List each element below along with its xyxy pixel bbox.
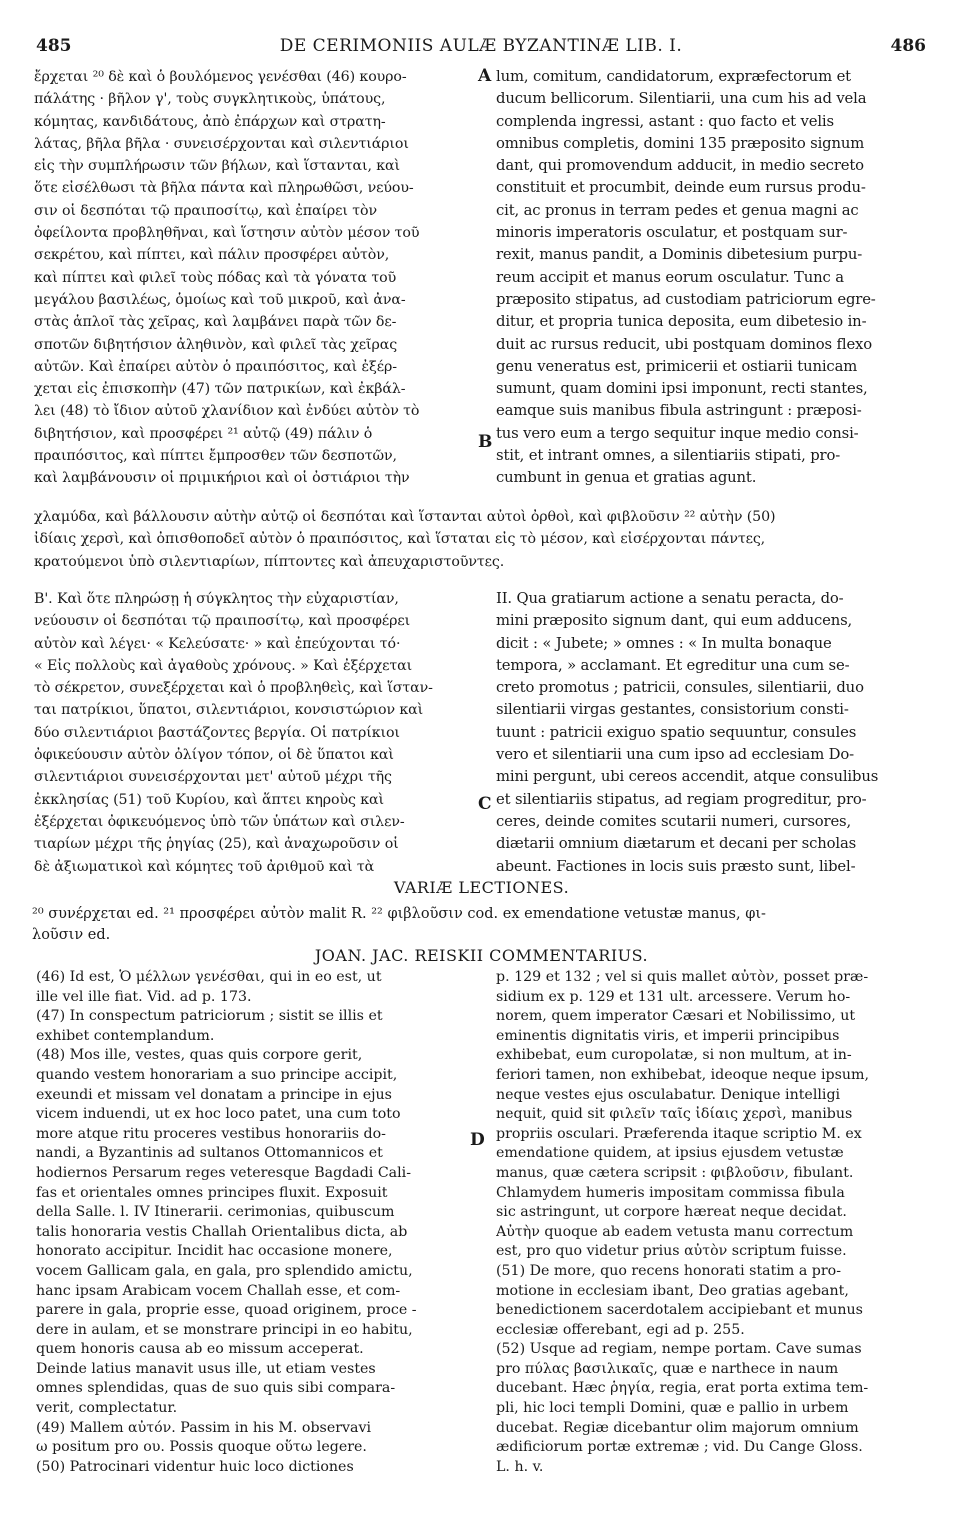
- greek-text-line: χεται εἰς ἐπισκοπὴν (47) τῶν πατρικίων, καὶ ἐκβάλ-: [34, 381, 406, 398]
- commentary-line: nequit, quid sit φιλεῖν ταῖς ἰδίαις χερσὶ, manibus: [496, 1106, 853, 1123]
- latin-text-line: omnibus completis, domini 135 præposito signum: [496, 134, 865, 152]
- commentary-right-column: [496, 968, 928, 1488]
- latin-text-line: cumbunt in genua et gratias agunt.: [496, 469, 757, 487]
- commentary-line: (50) Patrocinari videntur huic loco dictiones: [36, 1458, 354, 1475]
- commentary-line: ducebat. Regiæ dicebantur olim majorum omnium: [496, 1419, 859, 1436]
- latin-text-line: dant, qui promovendum adducit, in medio secreto: [496, 157, 864, 175]
- commentary-line: exeundi et missam vel donatam a principe in ejus: [36, 1086, 392, 1103]
- commentary-line: norem, quem imperator Cæsari et Nobilissimo, ut: [496, 1008, 856, 1025]
- greek-text-line: κόμητας, κανδιδάτους, ἀπὸ ἐπάρχων καὶ στρατη-: [34, 113, 386, 130]
- commentary-left-column: [36, 968, 470, 1488]
- commentary-line: pli, hic loci templi Domini, quæ e pallio in urbem: [496, 1400, 849, 1417]
- commentary-line: exhibet contemplandum.: [36, 1027, 215, 1044]
- greek-text-line: Β'. Καὶ ὅτε πληρώσῃ ἡ σύγκλητος τὴν εὐχαριστίαν,: [34, 591, 399, 607]
- commentary-line: p. 129 et 132 ; vel si quis mallet αὐτὸν, posset præ-: [496, 969, 869, 985]
- latin-text-line: eamque suis manibus fibula astringunt : præposi-: [496, 402, 862, 420]
- latin-text-line: minoris imperatoris osculatur, et postquam sur-: [496, 224, 848, 242]
- latin-text-line: lum, comitum, candidatorum, expræfectorum et: [496, 68, 851, 85]
- greek-text-line: χλαμύδα, καὶ βάλλουσιν αὐτὴν αὐτῷ οἱ δεσπόται καὶ ἵστανται αὐτοὶ ὀρθοὶ, καὶ φιβλοῦσιν ²² αὐτὴν (50): [34, 509, 776, 525]
- page-number-left: 485: [36, 36, 72, 56]
- running-title: DE CERIMONIIS AULÆ BYZANTINÆ LIB. I.: [279, 36, 683, 56]
- latin-text-line: rexit, manus pandit, a Dominis dibetesium purpu-: [496, 246, 863, 264]
- commentary-line: quando vestem honorariam a suo principe accipit,: [36, 1066, 398, 1083]
- commentary-line: dere in aulam, et se monstrare principi in eo habitu,: [36, 1321, 413, 1338]
- greek-text-line: αὐτῶν. Καὶ ἐπαίρει αὐτὸν ὁ πραιπόσιτος, καὶ ἐξέρ-: [34, 358, 397, 375]
- commentary-line: talis honoraria vestis Challah Orientalibus dicta, ab: [36, 1223, 408, 1240]
- greek-text-line: δύο σιλεντιάριοι βαστάζοντες βεργία. Οἱ πατρίκιοι: [34, 724, 400, 741]
- greek-text-line: στὰς ἁπλοῖ τὰς χεῖρας, καὶ λαμβάνει παρὰ τῶν δε-: [34, 314, 397, 331]
- greek-text-line: σποτῶν διβητήσιον ἀληθινὸν, καὶ φιλεῖ τὰς χεῖρας: [34, 336, 398, 353]
- latin-text-line: reum accipit et manus eorum osculatur. Tunc a: [496, 268, 844, 286]
- greek-text-line: διβητήσιον, καὶ προσφέρει ²¹ αὐτῷ (49) πάλιν ὁ: [34, 425, 373, 442]
- greek-text-line: σιν οἱ δεσπόται τῷ πραιποσίτῳ, καὶ ἐπαίρει τὸν: [34, 202, 378, 219]
- commentary-line: Αὐτὴν quoque ab eadem vetusta manu correctum: [496, 1223, 854, 1240]
- commentary-line: (48) Mos ille, vestes, quas quis corpore gerit,: [36, 1047, 363, 1064]
- margin-marker-a: A: [478, 66, 492, 86]
- latin-text-line: ducum bellicorum. Silentiarii, una cum his ad vela: [496, 90, 867, 108]
- latin-text-line: abeunt. Factiones in locis suis præsto sunt, libel-: [496, 857, 856, 875]
- greek-text-line: εἰς τὴν συμπλήρωσιν τῶν βήλων, καὶ ἵστανται, καὶ: [34, 158, 400, 175]
- greek-text-line: τὸ σέκρετον, συνεξέρχεται καὶ ὁ προβληθεὶς, καὶ ἵσταν-: [34, 680, 433, 697]
- margin-marker-b: B: [478, 432, 493, 452]
- latin-text-line: præposito stipatus, ad custodiam patriciorum egre-: [496, 290, 876, 308]
- greek-text-line: ὅτε εἰσέλθωσι τὰ βῆλα πάντα καὶ πληρωθῶσι, νεύου-: [34, 180, 414, 197]
- commentary-line: propriis osculari. Præferenda itaque scriptio M. ex: [496, 1125, 862, 1142]
- latin-text-line: genu veneratus est, primicerii et ostiarii tunicam: [496, 357, 858, 375]
- commentary-line: sic astringunt, ut corpore hæreat neque decidat.: [496, 1204, 847, 1221]
- page-number-right: 486: [890, 36, 926, 56]
- greek-text-line: ἐξέρχεται ὀφικευόμενος ὑπὸ τῶν ὑπάτων καὶ σιλεν-: [34, 813, 405, 830]
- commentary-line: Chlamydem humeris impositam commissa fibula: [496, 1184, 845, 1201]
- variae-lectiones: [32, 904, 932, 946]
- commentary-line: vicem induendi, ut ex hoc loco patet, una cum toto: [36, 1106, 401, 1123]
- commentary-line: ædificiorum portæ extremæ ; vid. Du Cange Gloss.: [496, 1439, 863, 1456]
- greek-text-line: λάτας, βῆλα βῆλα · συνεισέρχονται καὶ σιλεντιάριοι: [34, 135, 409, 152]
- greek-text-line: ὀφείλοντα προβληθῆναι, καὶ ἵστησιν αὐτὸν μέσον τοῦ: [34, 225, 420, 242]
- latin-text-line: silentiarii virgas gestantes, consistorium consti-: [496, 701, 849, 719]
- greek-text-line: « Εἰς πολλοὺς καὶ ἀγαθοὺς χρόνους. » Καὶ ἐξέρχεται: [34, 657, 413, 674]
- commentary-line: hanc ipsam Arabicam vocem Challah esse, et com-: [36, 1282, 401, 1299]
- latin-text-line: ceres, deinde comites scutarii numeri, cursores,: [496, 812, 852, 830]
- commentary-line: parere in gala, proprie esse, quoad originem, proce -: [36, 1302, 417, 1319]
- commentary-line: ille vel ille fiat. Vid. ad p. 173.: [36, 988, 252, 1005]
- latin-text-line: tempora, » acclamant. Et egreditur una cum se-: [496, 656, 850, 674]
- greek-text-line: καὶ λαμβάνουσιν οἱ πριμικήριοι καὶ οἱ ὀστιάριοι τὴν: [34, 470, 410, 487]
- commentary-line: omnes splendidas, quas de suo quis sibi compara-: [36, 1380, 396, 1397]
- variae-heading: VARIÆ LECTIONES.: [393, 878, 570, 897]
- greek-text-line: τιαρίων μέχρι τῆς ῥηγίας (25), καὶ ἀναχωροῦσιν οἱ: [34, 836, 399, 853]
- latin-text-line: stit, et intrant omnes, a silentiariis stipati, pro-: [496, 447, 841, 465]
- commentary-line: eminentis dignitatis viris, et imperii principibus: [496, 1027, 840, 1044]
- commentary-line: pro πύλας βασιλικαῖς, quæ e narthece in naum: [496, 1360, 839, 1377]
- greek-text-line: μεγάλου βασιλέως, ὁμοίως καὶ τοῦ μικροῦ, καὶ ἀνα-: [34, 291, 406, 308]
- latin-text-line: diætarii omnium diætarum et decani per scholas: [496, 835, 857, 853]
- commentary-line: manus, quæ cætera scripsit : φιβλοῦσιν, fibulant.: [496, 1164, 854, 1181]
- greek-text-line: νεύουσιν οἱ δεσπόται τῷ πραιποσίτῳ, καὶ προσφέρει: [34, 613, 411, 630]
- commentary-line: ecclesiæ offerebant, egi ad p. 255.: [496, 1321, 745, 1338]
- commentary-line: verit, complectatur.: [36, 1400, 178, 1417]
- variae-line: λοῦσιν ed.: [32, 927, 111, 943]
- greek-text-line: δὲ ἀξιωματικοὶ καὶ κόμητες τοῦ ἀριθμοῦ καὶ τὰ: [34, 858, 375, 875]
- greek-text-line: ὀφικεύουσιν αὐτὸν ὀλίγον τόπον, οἱ δὲ ὕπατοι καὶ: [34, 747, 394, 764]
- commentary-line: exhibebat, eum curopolatæ, si non multum, at in-: [496, 1047, 852, 1064]
- commentary-line: quem honoris causa ab eo missum acceperat.: [36, 1341, 364, 1358]
- commentary-line: ducebant. Hæc ῥηγία, regia, erat porta extima tem-: [496, 1380, 869, 1397]
- commentary-line: vocem Gallicam gala, en gala, pro splendido amictu,: [36, 1262, 413, 1279]
- latin-text-line: dicit : « Jubete; » omnes : « In multa bonaque: [496, 634, 832, 652]
- commentary-line: (46) Id est, Ὁ μέλλων γενέσθαι, qui in eo est, ut: [36, 969, 382, 985]
- greek-text-line: κρατούμενοι ὑπὸ σιλεντιαρίων, πίπτοντες καὶ ἀπευχαριστοῦντες.: [34, 553, 505, 570]
- greek-column-mid: [34, 588, 482, 884]
- latin-text-line: tus vero eum a tergo sequitur inque medio consi-: [496, 424, 859, 442]
- greek-text-line: ἰδίαις χερσὶ, καὶ ὀπισθοποδεῖ αὐτὸν ὁ πραιπόσιτος, καὶ ἵσταται εἰς τὸ μέσον, καὶ εἰσέρχονται πάντες,: [34, 531, 766, 548]
- commentary-line: Deinde latius manavit usus ille, ut etiam vestes: [36, 1360, 376, 1377]
- commentary-line: hodiernos Persarum reges veteresque Bagdadi Cali-: [36, 1164, 412, 1181]
- commentary-line: (47) In conspectum patriciorum ; sistit se illis et: [36, 1008, 383, 1025]
- commentary-line: nandi, a Byzantinis ad sultanos Ottomannicos et: [36, 1145, 383, 1162]
- commentary-line: benedictionem sacerdotalem accipiebant et munus: [496, 1302, 863, 1319]
- latin-text-line: cit, ac pronus in terram pedes et genua magni ac: [496, 201, 859, 219]
- greek-full-width: [34, 506, 929, 576]
- greek-text-line: πραιπόσιτος, καὶ πίπτει ἔμπροσθεν τῶν δεσποτῶν,: [34, 448, 397, 465]
- commentary-line: fas et orientales omnes principes fluxit. Exposuit: [36, 1184, 388, 1201]
- greek-text-line: ἔρχεται ²⁰ δὲ καὶ ὁ βουλόμενος γενέσθαι (46) κουρο-: [34, 69, 407, 85]
- greek-column-top: [34, 66, 482, 496]
- latin-text-line: vero et silentiarii una cum ipso ad ecclesiam Do-: [496, 746, 854, 764]
- commentary-line: (52) Usque ad regiam, nempe portam. Cave sumas: [496, 1341, 862, 1358]
- commentary-line: emendatione quidem, at ipsius ejusdem vetustæ: [496, 1145, 844, 1162]
- commentary-line: (51) De more, quo recens honorati statim a pro-: [496, 1262, 841, 1279]
- greek-text-line: ἐκκλησίας (51) τοῦ Κυρίου, καὶ ἅπτει κηροὺς καὶ: [34, 791, 384, 808]
- greek-text-line: πάλάτης · βῆλον γ', τοὺς συγκλητικοὺς, ὑπάτους,: [34, 91, 386, 108]
- greek-text-line: λει (48) τὸ ἴδιον αὐτοῦ χλανίδιον καὶ ἐνδύει αὐτὸν τὸ: [34, 403, 420, 420]
- latin-text-line: tuunt : patricii exiguo spatio sequuntur, consules: [496, 723, 857, 741]
- latin-text-line: sumunt, quam domini ipsi imponunt, recti stantes,: [496, 380, 868, 398]
- commentary-line: della Salle. l. IV Itinerarii. cerimonias, quibuscum: [36, 1204, 395, 1221]
- greek-text-line: σιλεντιάριοι συνεισέρχονται μετ' αὐτοῦ μέχρι τῆς: [34, 769, 392, 786]
- latin-text-line: creto promotus ; patricii, consules, silentiarii, duo: [496, 679, 864, 697]
- margin-marker-d: D: [470, 1130, 485, 1150]
- commentary-line: motione in ecclesiam ibant, Deo gratias agebant,: [496, 1282, 849, 1299]
- latin-text-line: II. Qua gratiarum actione a senatu peracta, do-: [496, 590, 844, 607]
- margin-marker-c: C: [478, 794, 492, 814]
- latin-text-line: constituit et procumbit, deinde eum rursus produ-: [496, 179, 866, 197]
- commentary-line: ω positum pro ου. Possis quoque οὕτω legere.: [36, 1439, 367, 1456]
- commentary-line: (49) Mallem αὐτόν. Passim in his M. observavi: [36, 1419, 372, 1436]
- variae-line: ²⁰ συνέρχεται ed. ²¹ προσφέρει αὐτὸν malit R. ²² φιβλοῦσιν cod. ex emendatione vetustæ manus, φι-: [32, 906, 766, 922]
- greek-text-line: σεκρέτου, καὶ πίπτει, καὶ πάλιν προσφέρει αὐτὸν,: [34, 247, 390, 264]
- commentary-line: more atque ritu proceres vestibus honorariis do-: [36, 1125, 386, 1142]
- latin-text-line: ditur, et propria tunica deposita, eum dibetesio in-: [496, 313, 867, 331]
- commentary-line: honorato accipitur. Incidit hac occasione monere,: [36, 1243, 393, 1260]
- latin-text-line: complenda ingressi, astant : quo facto et velis: [496, 112, 834, 130]
- running-header: [36, 36, 926, 60]
- greek-text-line: αὐτὸν καὶ λέγει· « Κελεύσατε· » καὶ ἐπεύχονται τό·: [34, 635, 401, 652]
- commentary-line: feriori tamen, non exhibebat, ideoque neque ipsum,: [496, 1066, 869, 1083]
- latin-text-line: mini pergunt, ubi cereos accendit, atque consulibus: [496, 768, 879, 786]
- commentary-line: est, pro quo videtur prius αὐτὸν scriptum fuisse.: [496, 1243, 847, 1260]
- latin-column-top: [496, 66, 928, 496]
- latin-text-line: et silentiariis stipatus, ad regiam progreditur, pro-: [496, 790, 867, 808]
- greek-text-line: ται πατρίκιοι, ὕπατοι, σιλεντιάριοι, κονσιστώριον καὶ: [34, 702, 424, 719]
- latin-text-line: mini præposito signum dant, qui eum adducens,: [496, 612, 853, 630]
- commentary-line: L. h. v.: [496, 1458, 544, 1475]
- latin-text-line: duit ac rursus reducit, ubi postquam dominos flexo: [496, 335, 873, 353]
- latin-column-mid: [496, 588, 928, 884]
- commentary-line: neque vestes ejus osculabatur. Denique intelligi: [496, 1086, 841, 1103]
- commentary-line: sidium ex p. 129 et 131 ult. arcessere. Verum ho-: [496, 988, 851, 1005]
- commentary-heading: JOAN. JAC. REISKII COMMENTARIUS.: [314, 946, 649, 965]
- greek-text-line: καὶ πίπτει καὶ φιλεῖ τοὺς πόδας καὶ τὰ γόνατα τοῦ: [34, 269, 397, 286]
